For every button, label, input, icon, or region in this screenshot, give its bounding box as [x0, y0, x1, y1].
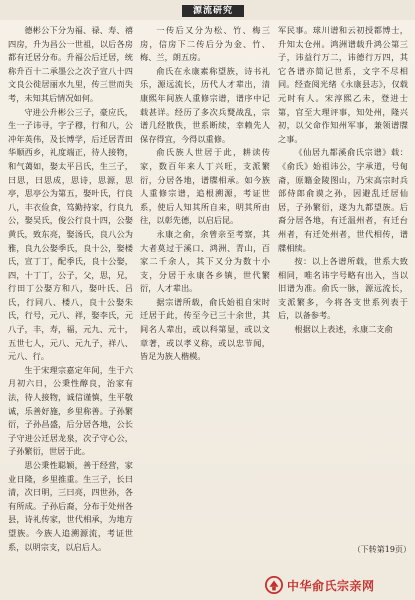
paragraph: 根据以上表述，永康二支俞	[294, 324, 393, 335]
text-column-middle	[140, 24, 270, 576]
paragraph: 《仙居九都溪俞氏宗谱》载：《俞氏》始祖讳公，字承道，号甸斋，原籍金陵图山，乃宋高宗时兵部侍郎俞谟之孙，因避乱迁居仙居，子孙繁衍，遂为九都望族。后裔分居各地，有迁温州者，有迁台州者，有迁处州者，世代相传，谱牒相续。	[278, 147, 408, 253]
paragraph: 军民事。球川谱和云初授都博士，升知太仓州。鸿洲谱载升鸿公第三子，讳益行万二，讳德行万四，其它各谱亦简记世系，文字不尽相同。经查阅光绪《永康县志》，仅载元时有人。宋淳熙乙未，登进士第，官至大理评事，知处州，隆兴初，以父命作知州军事，兼领谱牒之事。	[278, 25, 408, 144]
paragraph: 永康之俞，余曾亲至考察，其大者莫过于溪口、鸿洲、青山，百家二千余人，其下又分为数十小支，分居于永康各乡镇，世代繁衍，人才辈出。	[140, 228, 270, 294]
paragraph: 守进公升彬公三子，豪应氏，生一子讳寻，字子穆，行和八，公冲年英伟，及长博学，后迁居青田华顺西乡，礼度端正，待人接物，和气蔼如，娶太平吕氏，生三子，曰思，曰思成，思诗，思源，思亭，思亭公为第五，娶叶氏，行良八，丰衣俭食，笃勤持家，行良九公，娶吴氏，俊公行良十四，公娶黄氏，致东亮，娶汤氏，良八公为雅，良九公娶季氏，良十公，娶楼氏，宣丁丁，配季氏，良十公娶，四，十丁丁，公子，父，思，兄，行田丁公娶方和八，娶叶氏、吕氏，行同八、楼八，良十公娶朱氏，行号，元八、祥，娶李氏，元八子，丰，寿，福，元九、元十，五世七人，元八、元九子，祥八、元八、行。	[8, 106, 133, 362]
site-watermark	[265, 575, 415, 595]
paragraph: 生于宋理宗嘉定年间，生于六月初六日，公秉性醇良，治家有法，待人接物，诚信谨慎，生平敬诚，乐善好施，乡里称善。子孙繁衍，子孙昌盛，后分居各地，公长子守进公迁居龙泉，次子守心公，子孙繁衍，世居于此。	[8, 364, 133, 457]
paragraph: 俞氏族人世居于此，耕读传家，数百年来人丁兴旺，支派繁衍，分居各地，谱牒相承。如今族人重修宗谱，追根溯源，考证世系，使后人知其所自来，明其所由往，以彰先德，以启后昆。	[140, 147, 270, 226]
text-column-right	[278, 24, 408, 576]
paragraph: 俞氏在永康素称望族，诗书礼乐，源远流长，历代人才辈出，清康熙年间族人重修宗谱，谱序中记载甚详。经历了多次兵燹战乱，宗谱几经散佚，世系断续，幸赖先人保存得宜，今得以重修。	[140, 65, 270, 144]
paragraph: 思公秉性聪颖，善于经营，家业日隆，乡里推重。生三子，长曰清，次曰明，三曰亮，四世孙，各有所成。子孙后裔，分布于处州各县，诗礼传家，世代相承，为地方望族。今族人追溯源流，考证世系，以明宗支，以启后人。	[8, 460, 133, 552]
paragraph: 按：以上各谱所载，世系大致相同，唯名讳字号略有出入，当以旧谱为准。俞氏一脉，源远流长，支派繁多，今将各支世系列表于后，以备参考。	[278, 256, 408, 321]
watermark-text: 中华俞氏宗亲网	[287, 579, 375, 593]
paragraph: 德彬公下分为福、禄、寿、禧四房，升为昌公一世祖，以后各房都有迁居分布。升福公后迁居，统称升百十二承墨公之次子宣八十四文良公徙居丽水九里，传三世而失考，未知其后情况如何。	[8, 25, 133, 103]
paragraph: 一传后又分为松、竹、梅三房，信房下二传后分为金、竹、梅、兰，朗五房。	[140, 25, 270, 63]
paragraph: 据宗谱所载，俞氏始祖自宋时迁居于此，传至今已三十余世，其间名人辈出，或以科第显，或以文章著，或以孝义称，或以忠节闻，皆足为族人楷模。	[140, 296, 270, 362]
continued-note: （下转第19页）	[352, 545, 411, 554]
yu-clan-logo-icon	[265, 576, 283, 594]
text-column-left	[8, 24, 133, 576]
section-title: 源流研究	[182, 5, 244, 17]
